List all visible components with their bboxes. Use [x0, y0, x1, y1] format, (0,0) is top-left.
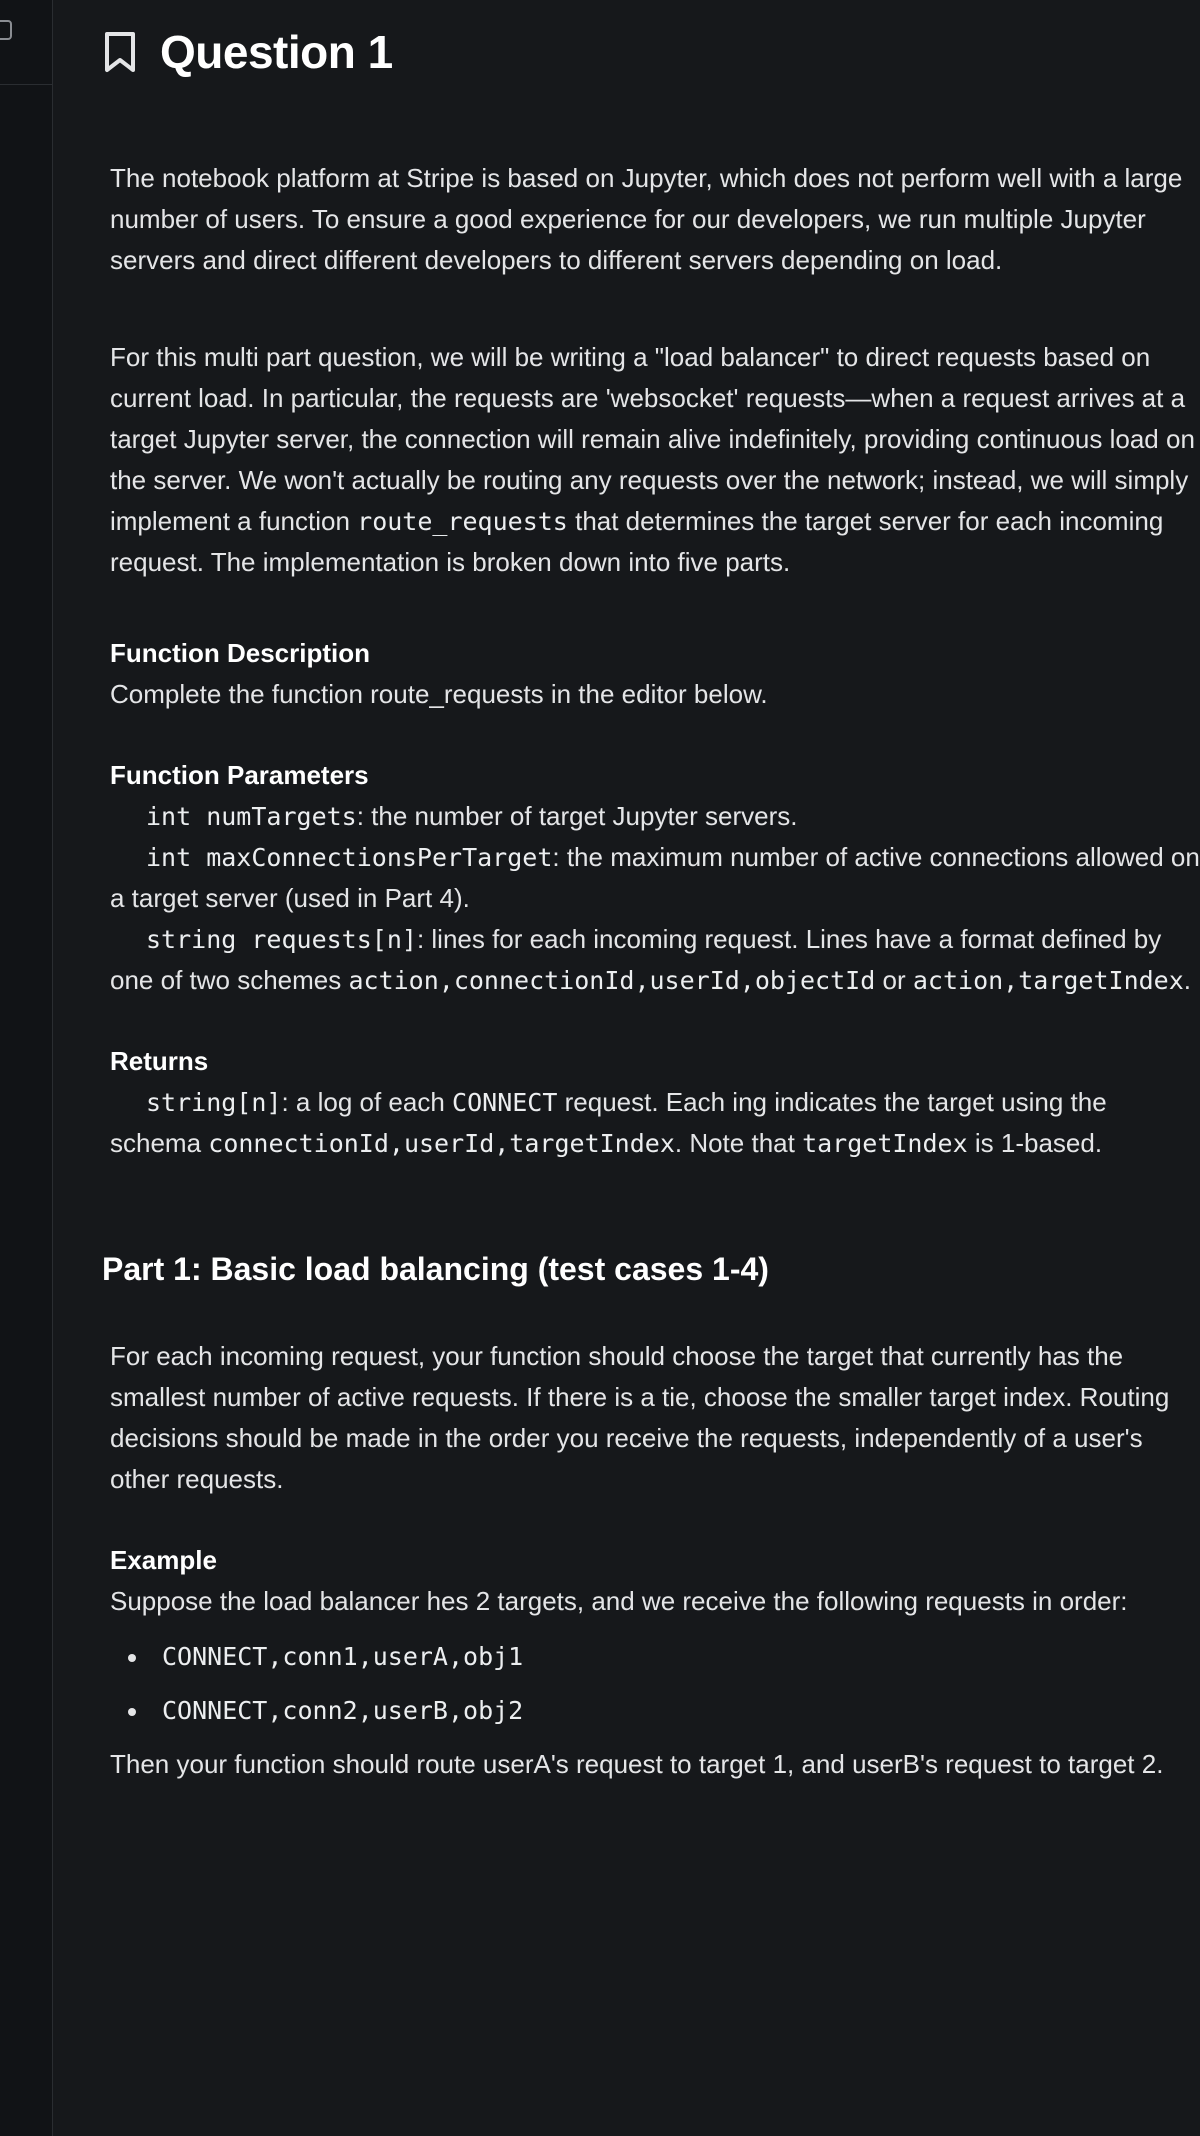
returns-text	[110, 1082, 1200, 1164]
returns-text-2: request. Each ing indicates the target using the schema	[110, 1087, 1107, 1158]
function-parameters-heading: Function Parameters	[110, 760, 369, 790]
example-conclusion: Then your function should route userA's request to target 1, and userB's request to target 2.	[110, 1749, 1164, 1779]
param-max-connections-code: int maxConnectionsPerTarget	[146, 843, 553, 872]
sidebar-toggle-icon[interactable]	[0, 20, 12, 40]
param-max-connections-text: : the maximum number of active connections allowed on a target server (used in Part 4).	[110, 842, 1200, 913]
route-requests-code: route_requests	[357, 507, 568, 536]
example-intro: Suppose the load balancer hes 2 targets, and we receive the following requests in order:	[110, 1586, 1128, 1616]
intro-p2-tail: that determines the target server for each incoming request. The implementation is broken down into five parts.	[110, 506, 1164, 577]
question-body	[102, 158, 1200, 1785]
returns-connect-code: CONNECT	[452, 1088, 558, 1117]
left-sidebar	[0, 0, 53, 2136]
param-max-connections	[110, 837, 1200, 919]
param-requests-or: or	[882, 965, 906, 995]
intro-paragraph-1: The notebook platform at Stripe is based on Jupyter, which does not perform well with a large number of users. To ensure a good experience for our developers, we run multiple Jupyter servers and direct different developers to different servers depending on load.	[110, 163, 1183, 275]
returns-schema-code: connectionId,userId,targetIndex	[208, 1129, 675, 1158]
example-heading: Example	[110, 1545, 217, 1575]
example-request-item: CONNECT,conn1,userA,obj1	[162, 1630, 1200, 1684]
returns-heading: Returns	[110, 1046, 209, 1076]
param-requests-text: : lines for each incoming request. Lines have a format defined by one of two schemes	[110, 924, 1162, 995]
param-requests-scheme-2: action,targetIndex	[912, 966, 1184, 995]
part-1-description: For each incoming request, your function should choose the target that currently has the smallest number of active requests. If there is a tie, choose the smaller target index. Routing decisions should be made in the order you receive the requests, independently of a user's other requests.	[110, 1341, 1170, 1494]
function-description-text: Complete the function route_requests in the editor below.	[110, 679, 768, 709]
example-request-item: CONNECT,conn2,userB,obj2	[162, 1684, 1200, 1738]
param-requests	[110, 919, 1200, 1001]
function-description-heading: Function Description	[110, 638, 370, 668]
example-request-list	[110, 1630, 1200, 1738]
returns-code: string[n]	[146, 1088, 282, 1117]
returns-target-index-code: targetIndex	[802, 1129, 968, 1158]
intro-p2-text: For this multi part question, we will be writing a "load balancer" to direct requests based on current load. In particular, the requests are 'websocket' requests—when a request arrives at a target Jupyter server, the connection will remain alive indefinitely, providing continuous load on the server. We won't actually be routing any requests over the network; instead, we will simply implement a function	[110, 342, 1195, 536]
param-requests-scheme-1: action,connectionId,userId,objectId	[348, 966, 876, 995]
intro-paragraph-2	[110, 337, 1200, 583]
question-header	[102, 24, 393, 80]
bookmark-icon[interactable]	[102, 31, 138, 73]
returns-text-3: . Note that	[674, 1128, 795, 1158]
returns-text-1: : a log of each	[281, 1087, 445, 1117]
param-num-targets	[110, 796, 1200, 837]
page-title: Question 1	[160, 26, 393, 78]
param-num-targets-code: int numTargets	[146, 802, 357, 831]
param-requests-code: string requests[n]	[146, 925, 417, 954]
returns-text-4: is 1-based.	[974, 1128, 1103, 1158]
sidebar-divider	[0, 84, 52, 85]
param-requests-end: .	[1183, 965, 1192, 995]
param-num-targets-text: : the number of target Jupyter servers.	[356, 801, 798, 831]
part-1-heading: Part 1: Basic load balancing (test cases 1-4)	[102, 1251, 769, 1287]
